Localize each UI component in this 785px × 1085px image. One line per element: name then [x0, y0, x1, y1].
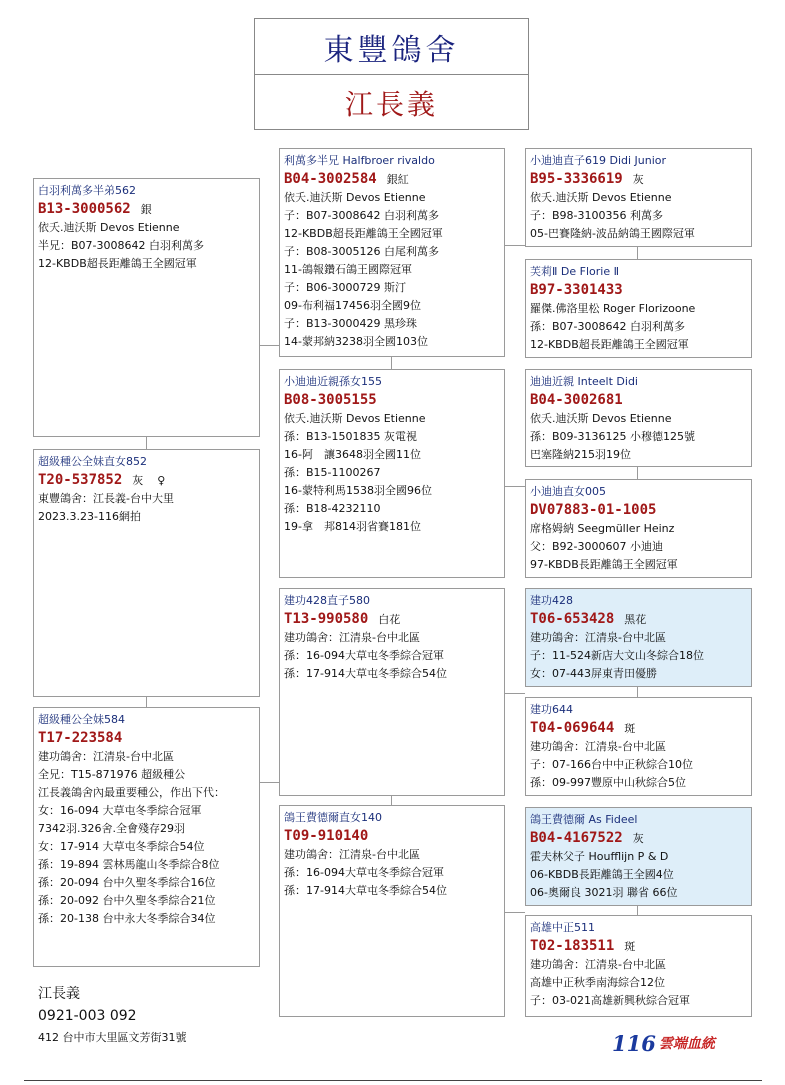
info-line: 依夭.迪沃斯 Devos Etienne [284, 412, 426, 425]
pedigree-card-granddam-paternal [279, 369, 505, 578]
ring-number: T09-910140 [284, 828, 369, 844]
pedigree-card-ggd-3 [525, 697, 752, 796]
connector-line [504, 693, 525, 694]
bird-name: 小迪迪近親孫女155 [284, 375, 382, 388]
bird-color: 銀紅 [386, 173, 409, 186]
ring-number: T04-069644 [530, 720, 615, 736]
info-line: 孫：20-092 台中久聖冬季綜合21位 [38, 894, 216, 907]
connector-line [146, 697, 147, 707]
bird-name: 芙莉Ⅱ De Florie Ⅱ [530, 265, 620, 278]
bird-name: 鴿王費德爾直女140 [284, 811, 382, 824]
bird-sex: ♀ [157, 474, 166, 487]
info-line: 子：03-021高雄新興秋綜合冠軍 [530, 994, 690, 1007]
pedigree-card-ggd-4 [525, 915, 752, 1017]
info-line: 建功鴿舍：江清泉-台中北區 [530, 740, 666, 753]
ring-number: T20-537852 [38, 472, 123, 488]
info-line: 孫：20-094 台中久聖冬季綜合16位 [38, 876, 216, 889]
info-line: 孫：B13-1501835 灰電視 [284, 430, 417, 443]
connector-line [637, 247, 638, 259]
pedigree-card-ggs-3 [525, 588, 752, 687]
info-line: 11-鴿報鑽石鴿王國際冠軍 [284, 263, 412, 276]
connector-line [391, 357, 392, 369]
info-line: 羅傑.佛洛里松 Roger Florizoone [530, 302, 696, 315]
info-line: 孫：B09-3136125 小穆德125號 [530, 430, 695, 443]
info-line: 建功鴿舍：江清泉-台中北區 [530, 631, 666, 644]
brand-logo [612, 1030, 715, 1056]
info-line: 孫：16-094大草屯冬季綜合冠軍 [284, 649, 444, 662]
info-line: 19-拿 邦814羽省賽181位 [284, 520, 421, 533]
bird-name: 白羽利萬多半弟562 [38, 184, 136, 197]
bird-name: 迪迪近親 Inteelt Didi [530, 375, 638, 388]
info-line: 12-KBDB超長距離鴿王全國冠軍 [530, 338, 689, 351]
ring-number: B97-3301433 [530, 282, 623, 298]
info-line: 女：07-443屏東青田優勝 [530, 667, 657, 680]
pedigree-card-ggs-4 [525, 807, 752, 906]
info-line: 06-KBDB長距離鴿王全國4位 [530, 868, 674, 881]
ring-number: B04-3002584 [284, 171, 377, 187]
owner-contact [38, 983, 187, 1049]
bird-color: 灰 [632, 832, 644, 845]
connector-line [259, 345, 279, 346]
info-line: 女：16-094 大草屯冬季綜合冠軍 [38, 804, 202, 817]
info-line: 依夭.迪沃斯 Devos Etienne [284, 191, 426, 204]
bird-color: 白花 [378, 613, 401, 626]
logo-number: 116 [612, 1030, 656, 1056]
info-line: 霍夫林父子 Houfflijn P & D [530, 850, 669, 863]
bird-name: 小迪迪直女005 [530, 485, 606, 498]
info-line: 孫：B07-3008642 白羽利萬多 [530, 320, 685, 333]
info-line: 子：B98-3100356 利萬多 [530, 209, 663, 222]
info-line: 子：B13-3000429 黑珍珠 [284, 317, 417, 330]
info-line: 2023.3.23-116網拍 [38, 510, 141, 523]
info-line: 16-蒙特利馬1538羽全國96位 [284, 484, 432, 497]
bird-name: 小迪迪直子619 Didi Junior [530, 154, 667, 167]
owner-contact-address: 412 台中市大里區文芳街31號 [38, 1031, 187, 1044]
info-line: 建功鴿舍：江清泉-台中北區 [530, 958, 666, 971]
pedigree-card-ggs-2 [525, 369, 752, 467]
bird-color: 斑 [624, 940, 636, 953]
loft-name: 東豐鴿舍 [255, 19, 528, 75]
bird-name: 建功428直子580 [284, 594, 370, 607]
info-line: 子：07-166台中中正秋綜合10位 [530, 758, 693, 771]
pedigree-card-grandsire-maternal [279, 588, 505, 796]
info-line: 建功鴿舍：江清泉-台中北區 [284, 631, 420, 644]
info-line: 子：B06-3000729 斯汀 [284, 281, 406, 294]
ring-number: B95-3336619 [530, 171, 623, 187]
pedigree-card-ggd-2 [525, 479, 752, 578]
info-line: 孫：20-138 台中永大冬季綜合34位 [38, 912, 216, 925]
ring-number: B08-3005155 [284, 392, 377, 408]
pedigree-card-ggs-1 [525, 148, 752, 247]
connector-line [259, 782, 279, 783]
info-line: 女：17-914 大草屯冬季綜合54位 [38, 840, 205, 853]
info-line: 孫：B18-4232110 [284, 502, 381, 515]
ring-number: B04-4167522 [530, 830, 623, 846]
info-line: 14-蒙邦納3238羽全國103位 [284, 335, 428, 348]
info-line: 巴塞隆納215羽19位 [530, 448, 631, 461]
pedigree-card-subject [33, 449, 260, 697]
info-line: 依夭.迪沃斯 Devos Etienne [530, 191, 672, 204]
bird-color: 斑 [624, 722, 636, 735]
info-line: 全兄：T15-871976 超級種公 [38, 768, 186, 781]
info-line: 依夭.迪沃斯 Devos Etienne [38, 221, 180, 234]
ring-number: B04-3002681 [530, 392, 623, 408]
info-line: 12-KBDB超長距離鴿王全國冠軍 [38, 257, 197, 270]
connector-line [504, 486, 525, 487]
bird-color: 銀 [140, 203, 152, 216]
bird-color: 灰 [132, 474, 144, 487]
connector-line [146, 437, 147, 449]
connector-line [637, 687, 638, 697]
bird-name: 超級種公全妹直女852 [38, 455, 147, 468]
info-line: 父：B92-3000607 小迪迪 [530, 540, 663, 553]
info-line: 子：B07-3008642 白羽利萬多 [284, 209, 439, 222]
info-line: 12-KBDB超長距離鴿王全國冠軍 [284, 227, 443, 240]
pedigree-card-sire [33, 178, 260, 437]
info-line: 孫：17-914大草屯冬季綜合54位 [284, 884, 447, 897]
info-line: 孫：09-997豐原中山秋綜合5位 [530, 776, 686, 789]
info-line: 席格姆納 Seegmüller Heinz [530, 522, 675, 535]
info-line: 孫：B15-1100267 [284, 466, 381, 479]
ring-number: T02-183511 [530, 938, 615, 954]
bird-name: 超級種公全妹584 [38, 713, 125, 726]
bottom-divider [24, 1080, 762, 1081]
info-line: 7342羽.326舍.全會殘存29羽 [38, 822, 185, 835]
ring-number: T13-990580 [284, 611, 369, 627]
info-line: 高雄中正秋季南海綜合12位 [530, 976, 665, 989]
owner-name: 江長義 [344, 88, 438, 121]
info-line: 子：11-524新店大文山冬綜合18位 [530, 649, 704, 662]
bird-color: 灰 [632, 173, 644, 186]
info-line: 孫：16-094大草屯冬季綜合冠軍 [284, 866, 444, 879]
pedigree-card-grandsire-paternal [279, 148, 505, 357]
info-line: 孫：19-894 雲林馬龍山冬季綜合8位 [38, 858, 220, 871]
pedigree-card-granddam-maternal [279, 805, 505, 1017]
logo-text: 雲端血統 [658, 1036, 715, 1052]
ring-number: T06-653428 [530, 611, 615, 627]
info-line: 子：B08-3005126 白尾利萬多 [284, 245, 439, 258]
info-line: 江長義鴿舍內最重要種公，作出下代： [38, 786, 225, 799]
info-line: 依夭.迪沃斯 Devos Etienne [530, 412, 672, 425]
connector-line [391, 796, 392, 805]
connector-line [504, 245, 525, 246]
info-line: 孫：17-914大草屯冬季綜合54位 [284, 667, 447, 680]
info-line: 06-奧爾良 3021羽 聯省 66位 [530, 886, 678, 899]
bird-name: 建功644 [530, 703, 573, 716]
info-line: 建功鴿舍：江清泉-台中北區 [38, 750, 174, 763]
info-line: 09-布利福17456羽全國9位 [284, 299, 421, 312]
info-line: 半兄：B07-3008642 白羽利萬多 [38, 239, 204, 252]
ring-number: T17-223584 [38, 730, 123, 746]
bird-color: 黑花 [624, 613, 647, 626]
info-line: 東豐鴿舍：江長義-台中大里 [38, 492, 174, 505]
info-line: 05-巴賽隆納-波品納鴿王國際冠軍 [530, 227, 695, 240]
owner-contact-name: 江長義 [38, 986, 80, 1002]
ring-number: DV07883-01-1005 [530, 502, 657, 518]
bird-name: 利萬多半兄 Halfbroer rivaldo [284, 154, 435, 167]
bird-name: 高雄中正511 [530, 921, 595, 934]
connector-line [504, 912, 525, 913]
bird-name: 鴿王費德爾 As Fideel [530, 813, 638, 826]
title-box [254, 18, 529, 130]
connector-line [637, 467, 638, 479]
pedigree-card-dam [33, 707, 260, 967]
ring-number: B13-3000562 [38, 201, 131, 217]
connector-line [637, 906, 638, 915]
info-line: 16-阿 讓3648羽全國11位 [284, 448, 421, 461]
bird-name: 建功428 [530, 594, 573, 607]
owner-contact-phone: 0921-003 092 [38, 1008, 137, 1024]
pedigree-card-ggd-1 [525, 259, 752, 358]
info-line: 97-KBDB長距離鴿王全國冠軍 [530, 558, 678, 571]
info-line: 建功鴿舍：江清泉-台中北區 [284, 848, 420, 861]
